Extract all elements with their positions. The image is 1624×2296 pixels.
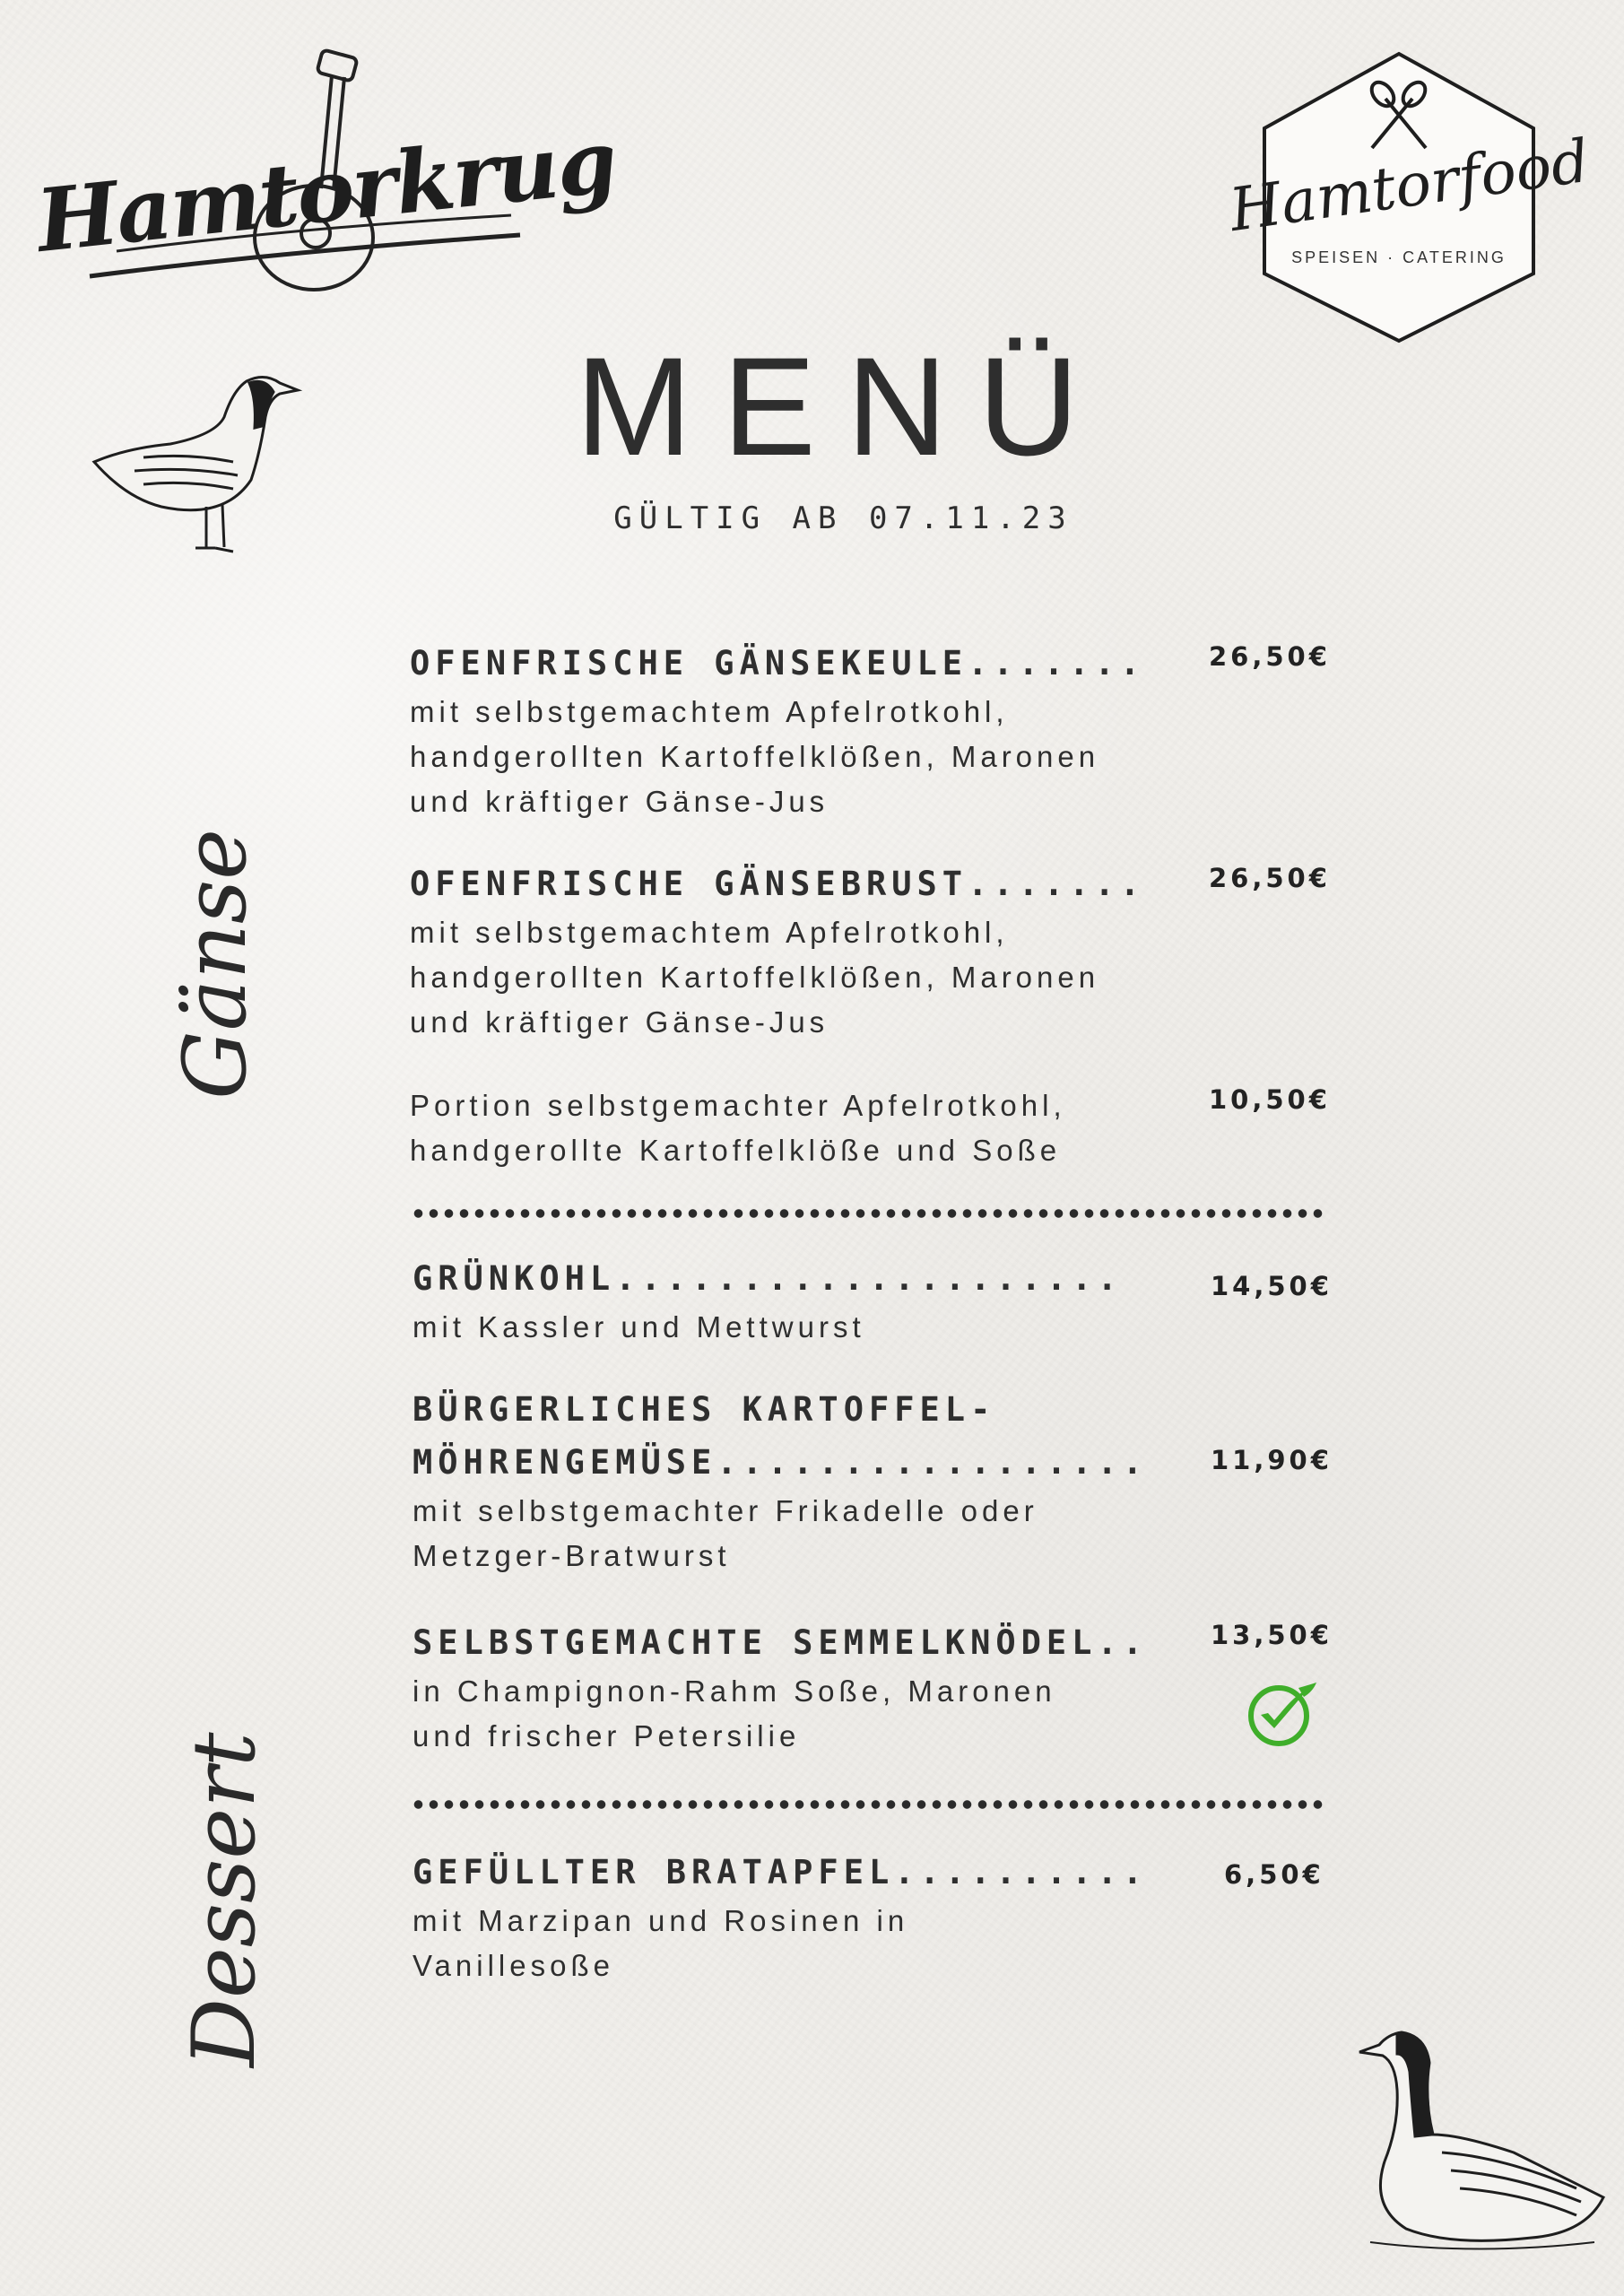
item-desc-line: handgerollten Kartoffelklößen, Maronen: [410, 740, 1100, 773]
menu-item-gaensekeule: [410, 644, 1145, 824]
menu-title: MENÜ: [575, 329, 1110, 485]
section-label-gaense: Gänse: [165, 829, 265, 1100]
menu-item-semmelknoedel: [413, 1623, 1148, 1759]
item-desc-line: Vanillesoße: [413, 1949, 614, 1982]
item-name: OFENFRISCHE GÄNSEBRUST.......: [410, 865, 1146, 903]
item-price: 26,50€: [1209, 863, 1331, 893]
hamtorfood-logo: [1225, 49, 1594, 345]
item-name: SELBSTGEMACHTE SEMMELKNÖDEL..: [413, 1623, 1149, 1662]
item-desc-line: mit Marzipan und Rosinen in: [413, 1904, 909, 1937]
item-price: 13,50€: [1211, 1620, 1333, 1650]
item-name-line: BÜRGERLICHES KARTOFFEL-: [413, 1390, 996, 1429]
menu-item-gruenkohl: [413, 1259, 1123, 1350]
section-label-dessert: Dessert: [174, 1732, 274, 2067]
menu-item-bratapfel: [413, 1853, 1148, 1988]
item-desc-line: Metzger-Bratwurst: [413, 1539, 731, 1572]
valid-from-subtitle: GÜLTIG AB 07.11.23: [613, 500, 1073, 536]
item-desc-line: und kräftiger Gänse-Jus: [410, 785, 829, 818]
item-desc-line: und frischer Petersilie: [413, 1719, 801, 1752]
item-price: 11,90€: [1211, 1445, 1333, 1475]
dotted-divider: [411, 1798, 1325, 1811]
item-name: OFENFRISCHE GÄNSEKEULE.......: [410, 644, 1146, 683]
hamtorkrug-logo: [31, 45, 621, 314]
item-name: GRÜNKOHL....................: [413, 1259, 1123, 1298]
item-desc-line: Portion selbstgemachter Apfelrotkohl,: [410, 1089, 1066, 1122]
vegetarian-check-icon: [1245, 1681, 1320, 1747]
dotted-divider: [411, 1207, 1325, 1220]
item-desc-line: mit selbstgemachtem Apfelrotkohl,: [410, 916, 1009, 949]
item-desc-line: mit selbstgemachter Frikadelle oder: [413, 1494, 1038, 1527]
hamtorfood-wordmark: Hamtorfood: [1225, 126, 1594, 246]
item-name-line: MÖHRENGEMÜSE.................: [413, 1443, 1149, 1482]
goose-illustration-icon: [1352, 2018, 1608, 2260]
item-price: 26,50€: [1209, 641, 1331, 672]
item-desc-line: handgerollten Kartoffelklößen, Maronen: [410, 961, 1100, 994]
item-name: GEFÜLLTER BRATAPFEL..........: [413, 1853, 1149, 1892]
item-desc-line: mit selbstgemachtem Apfelrotkohl,: [410, 695, 1009, 728]
item-price: 10,50€: [1209, 1084, 1331, 1115]
item-price: 6,50€: [1224, 1859, 1324, 1890]
item-desc-line: mit Kassler und Mettwurst: [413, 1310, 865, 1344]
item-desc-line: handgerollte Kartoffelklöße und Soße: [410, 1134, 1062, 1167]
item-desc-line: in Champignon-Rahm Soße, Maronen: [413, 1674, 1056, 1708]
item-price: 14,50€: [1211, 1271, 1333, 1301]
hamtorfood-tagline: SPEISEN · CATERING: [1291, 248, 1507, 266]
item-desc-line: und kräftiger Gänse-Jus: [410, 1005, 829, 1039]
menu-item-portion: [410, 1083, 1066, 1173]
hamtorkrug-wordmark: Hamtorkrug: [31, 109, 621, 273]
menu-item-kartoffel-moehrengemuese: [413, 1390, 1148, 1578]
menu-item-gaensebrust: [410, 865, 1145, 1045]
